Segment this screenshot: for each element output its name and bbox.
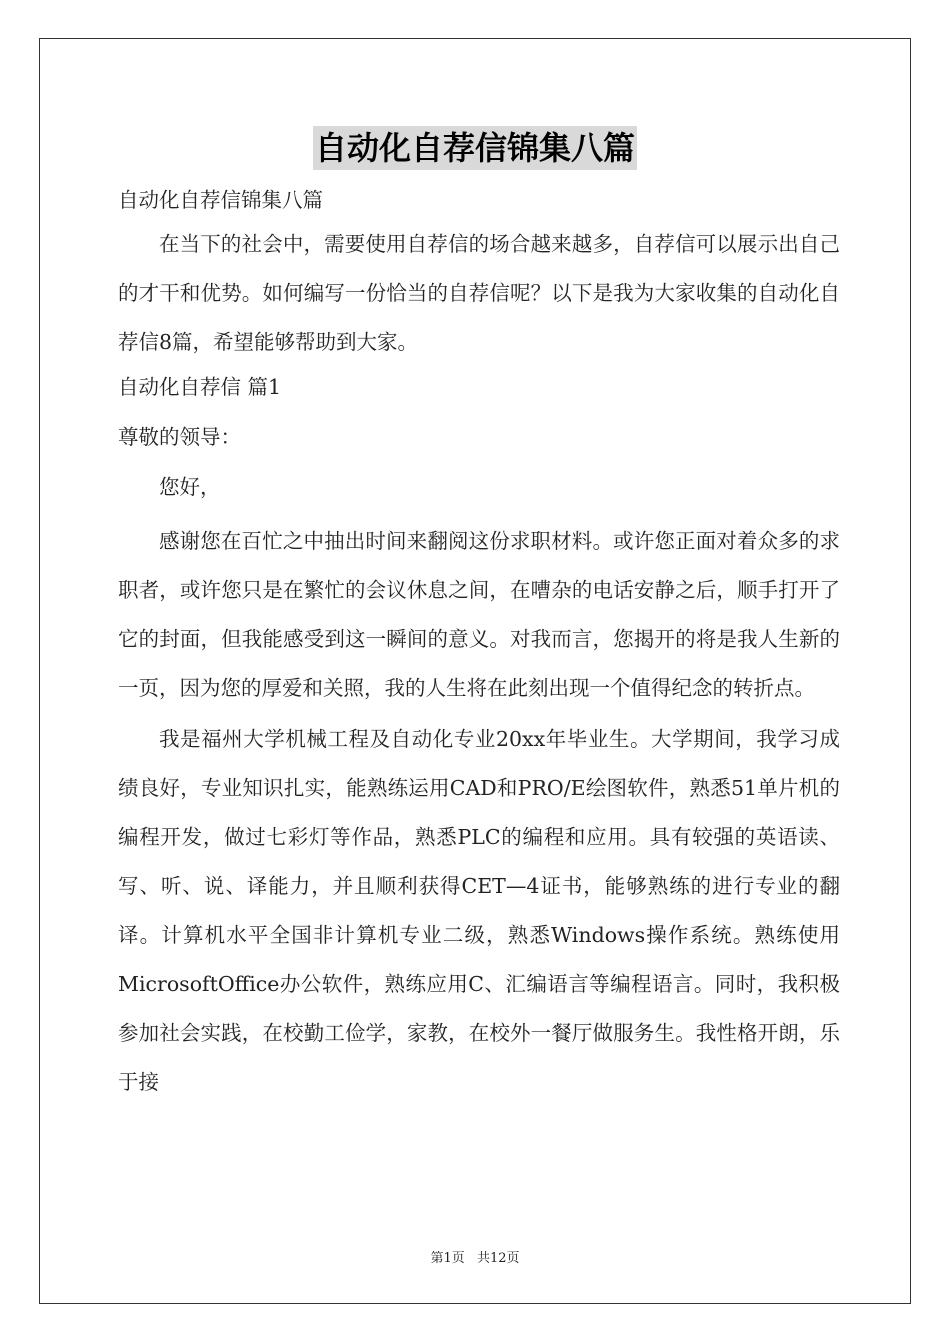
document-body: [118, 180, 840, 1107]
intro-paragraph: 在当下的社会中，需要使用自荐信的场合越来越多，自荐信可以展示出自己的才干和优势。如何编写一份恰当的自荐信呢？以下是我为大家收集的自动化自荐信8篇，希望能够帮助到大家。: [118, 232, 840, 354]
salutation: 尊敬的领导：: [118, 425, 241, 449]
page-total: 共12页: [476, 1251, 520, 1266]
greeting: 您好，: [159, 475, 221, 499]
page-number: 第1页: [430, 1251, 465, 1266]
title-container: [0, 126, 950, 170]
document-title: 自动化自荐信锦集八篇: [313, 126, 637, 170]
document-subtitle: 自动化自荐信锦集八篇: [118, 188, 323, 212]
page-footer: [0, 1247, 950, 1266]
body-paragraph-2: 我是福州大学机械工程及自动化专业20xx年毕业生。大学期间，我学习成绩良好，专业知识扎实，能熟练运用CAD和PRO/E绘图软件，熟悉51单片机的编程开发，做过七彩灯等作品，熟悉PLC的编程和应用。具有较强的英语读、写、听、说、译能力，并且顺利获得CET—4证书，能够熟练的进行专业的翻译。计算机水平全国非计算机专业二级，熟悉Windows操作系统。熟练使用MicrosoftOffice办公软件，熟练应用C、汇编语言等编程语言。同时，我积极参加社会实践，在校勤工俭学，家教，在校外一餐厅做服务生。我性格开朗，乐于接: [118, 727, 840, 1094]
body-paragraph-1: 感谢您在百忙之中抽出时间来翻阅这份求职材料。或许您正面对着众多的求职者，或许您只是在繁忙的会议休息之间，在嘈杂的电话安静之后，顺手打开了它的封面，但我能感受到这一瞬间的意义。对我而言，您揭开的将是我人生新的一页，因为您的厚爱和关照，我的人生将在此刻出现一个值得纪念的转折点。: [118, 529, 840, 700]
section-heading: 自动化自荐信 篇1: [118, 375, 282, 399]
